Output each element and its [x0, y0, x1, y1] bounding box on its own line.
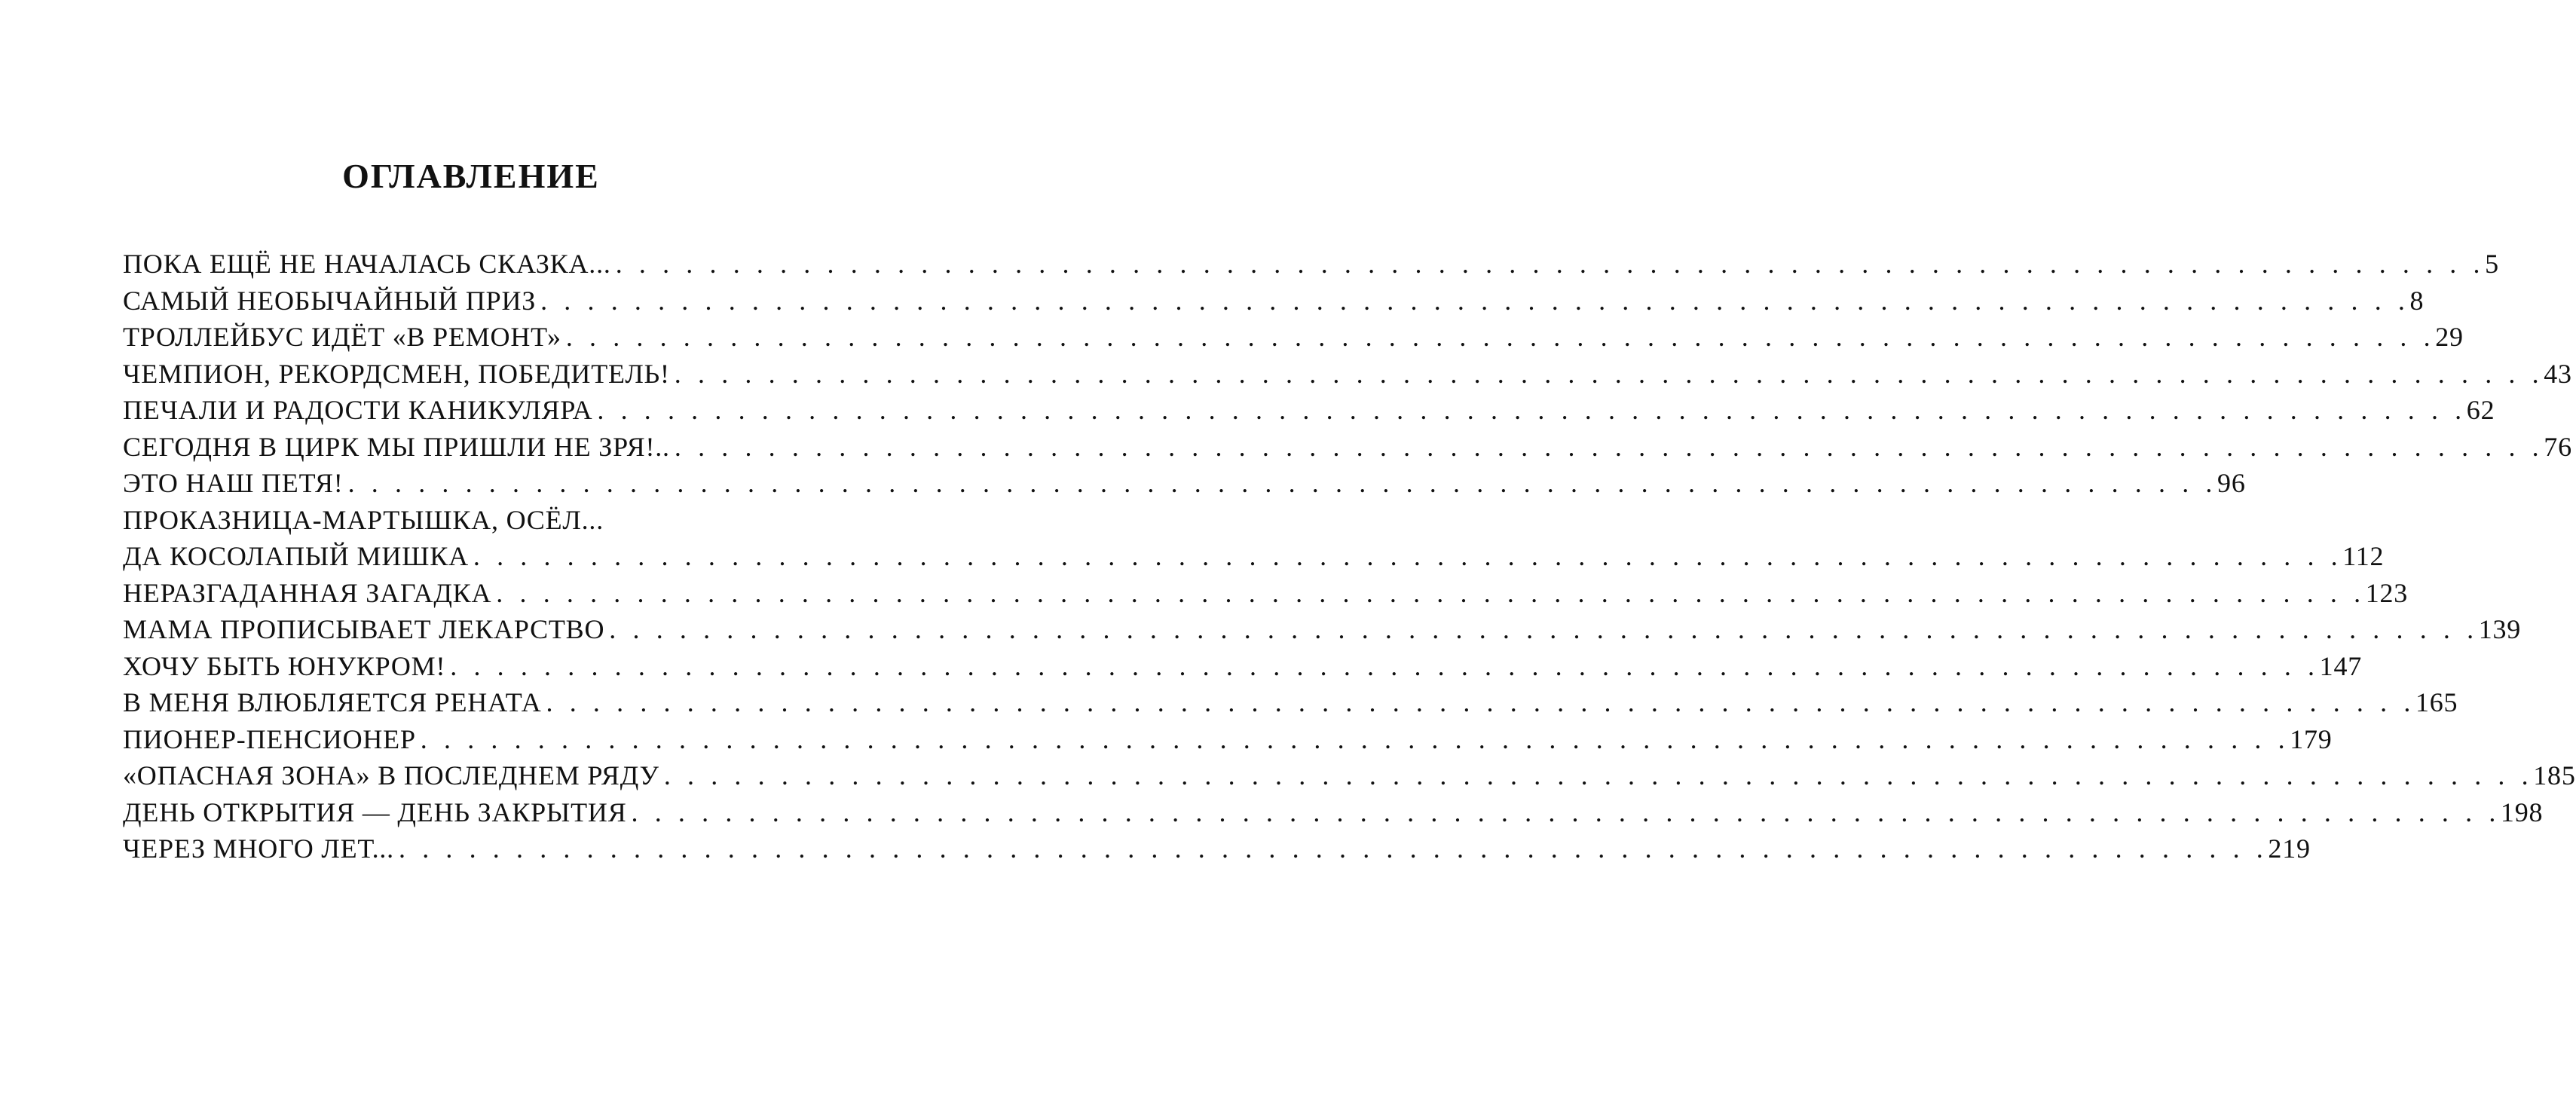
dot-leader: . . . . . . . . . . . . . . . . . . . . . . . . . . . . . . . . . . . . . . . . . . . . . . . . . . . . . . . . . . . . . . . . . . . . . . . . . . . . . . . . [496, 577, 2366, 608]
dot-leader: . . . . . . . . . . . . . . . . . . . . . . . . . . . . . . . . . . . . . . . . . . . . . . . . . . . . . . . . . . . . . . . . . . . . . . . . . . . . . . . . [631, 797, 2501, 827]
toc-entry-title: ТРОЛЛЕЙБУС ИДЁТ «В РЕМОНТ» [123, 322, 561, 352]
toc-page-number: 139 [2478, 614, 2522, 644]
toc-page-number: 76 [2544, 431, 2572, 462]
dot-leader: . . . . . . . . . . . . . . . . . . . . . . . . . . . . . . . . . . . . . . . . . . . . . . . . . . . . . . . . . . . . . . . . . . . . . . . . . . . . . . . . [674, 358, 2544, 389]
toc-entry-title: ПЕЧАЛИ И РАДОСТИ КАНИКУЛЯРА [123, 395, 593, 425]
page-title: ОГЛАВЛЕНИЕ [342, 157, 600, 195]
toc-page-number: 147 [2319, 650, 2363, 681]
dot-leader: . . . . . . . . . . . . . . . . . . . . . . . . . . . . . . . . . . . . . . . . . . . . . . . . . . . . . . . . . . . . . . . . . . . . . . . . . . . . . . . . [609, 614, 2479, 644]
dot-leader: . . . . . . . . . . . . . . . . . . . . . . . . . . . . . . . . . . . . . . . . . . . . . . . . . . . . . . . . . . . . . . . . . . . . . . . . . . . . . . . . [473, 541, 2343, 571]
toc-entry [123, 429, 2572, 466]
toc-page-number: 198 [2500, 797, 2544, 827]
dot-leader: . . . . . . . . . . . . . . . . . . . . . . . . . . . . . . . . . . . . . . . . . . . . . . . . . . . . . . . . . . . . . . . . . . . . . . . . . . . . . . . . [540, 285, 2410, 316]
toc-entry-title: ПОКА ЕЩЁ НЕ НАЧАЛАСЬ СКАЗКА... [123, 249, 611, 279]
toc-entry-title: ЧЕМПИОН, РЕКОРДСМЕН, ПОБЕДИТЕЛЬ! [123, 358, 670, 389]
toc-entry [123, 283, 2425, 320]
toc-entry-title: ХОЧУ БЫТЬ ЮНУКРОМ! [123, 650, 446, 681]
toc-entry [123, 721, 2333, 758]
toc-page-number: 8 [2409, 285, 2425, 316]
toc-page-number: 96 [2217, 468, 2246, 498]
toc-entry [123, 465, 2246, 502]
dot-leader: . . . . . . . . . . . . . . . . . . . . . . . . . . . . . . . . . . . . . . . . . . . . . . . . . . . . . . . . . . . . . . . . . . . . . . . . . . . . . . . . [663, 760, 2534, 790]
dot-leader: . . . . . . . . . . . . . . . . . . . . . . . . . . . . . . . . . . . . . . . . . . . . . . . . . . . . . . . . . . . . . . . . . . . . . . . . . . . . . . . . [546, 687, 2415, 717]
toc-entry [123, 502, 2385, 575]
toc-entry-title: САМЫЙ НЕОБЫЧАЙНЫЙ ПРИЗ [123, 285, 537, 316]
toc-entry [123, 757, 2576, 794]
toc-entry [123, 794, 2544, 831]
toc-entry-title: СЕГОДНЯ В ЦИРК МЫ ПРИШЛИ НЕ ЗРЯ!.. [123, 431, 670, 462]
dot-leader: . . . . . . . . . . . . . . . . . . . . . . . . . . . . . . . . . . . . . . . . . . . . . . . . . . . . . . . . . . . . . . . . . . . . . . . . . . . . . . . . [450, 650, 2320, 681]
toc-entry [123, 392, 2495, 429]
toc-entry-title: МАМА ПРОПИСЫВАЕТ ЛЕКАРСТВО [123, 614, 605, 644]
toc-entry-title: ЭТО НАШ ПЕТЯ! [123, 468, 344, 498]
toc-entry-title-line: ПРОКАЗНИЦА-МАРТЫШКА, ОСЁЛ... [123, 504, 604, 535]
dot-leader: . . . . . . . . . . . . . . . . . . . . . . . . . . . . . . . . . . . . . . . . . . . . . . . . . . . . . . . . . . . . . . . . . . . . . . . . . . . . . . . . [399, 833, 2269, 864]
toc-entry-title: ПИОНЕР-ПЕНСИОНЕР [123, 723, 416, 754]
toc-entry [123, 356, 2572, 393]
toc-page-number: 185 [2533, 760, 2576, 790]
toc-page-number: 123 [2365, 577, 2409, 608]
dot-leader: . . . . . . . . . . . . . . . . . . . . . . . . . . . . . . . . . . . . . . . . . . . . . . . . . . . . . . . . . . . . . . . . . . . . . . . . . . . . . . . . [347, 468, 2218, 498]
toc-page-number: 62 [2466, 395, 2495, 425]
dot-leader: . . . . . . . . . . . . . . . . . . . . . . . . . . . . . . . . . . . . . . . . . . . . . . . . . . . . . . . . . . . . . . . . . . . . . . . . . . . . . . . . [597, 395, 2467, 425]
toc-page-number: 5 [2485, 249, 2499, 279]
toc-entry [123, 611, 2522, 648]
toc-page-number: 165 [2415, 687, 2458, 717]
toc-entry-title: ДА КОСОЛАПЫЙ МИШКА [123, 541, 469, 571]
toc-page-number: 219 [2268, 833, 2311, 864]
toc-entry [123, 830, 2311, 867]
toc-page-number: 112 [2342, 541, 2385, 571]
toc-entry [123, 319, 2464, 356]
toc-entry [123, 684, 2458, 721]
toc-entry [123, 246, 2499, 283]
table-of-contents [123, 246, 2576, 867]
dot-leader: . . . . . . . . . . . . . . . . . . . . . . . . . . . . . . . . . . . . . . . . . . . . . . . . . . . . . . . . . . . . . . . . . . . . . . . . . . . . . . . . [565, 322, 2436, 352]
toc-page-number: 179 [2290, 723, 2333, 754]
toc-entry-title: ДЕНЬ ОТКРЫТИЯ — ДЕНЬ ЗАКРЫТИЯ [123, 797, 627, 827]
dot-leader: . . . . . . . . . . . . . . . . . . . . . . . . . . . . . . . . . . . . . . . . . . . . . . . . . . . . . . . . . . . . . . . . . . . . . . . . . . . . . . . . [674, 431, 2544, 462]
toc-page-number: 43 [2544, 358, 2572, 389]
toc-entry [123, 575, 2409, 612]
dot-leader: . . . . . . . . . . . . . . . . . . . . . . . . . . . . . . . . . . . . . . . . . . . . . . . . . . . . . . . . . . . . . . . . . . . . . . . . . . . . . . . . [615, 249, 2486, 279]
toc-entry-title: НЕРАЗГАДАННАЯ ЗАГАДКА [123, 577, 492, 608]
toc-entry [123, 648, 2363, 685]
toc-entry-title: В МЕНЯ ВЛЮБЛЯЕТСЯ РЕНАТА [123, 687, 542, 717]
toc-entry-title: «ОПАСНАЯ ЗОНА» В ПОСЛЕДНЕМ РЯДУ [123, 760, 659, 790]
dot-leader: . . . . . . . . . . . . . . . . . . . . . . . . . . . . . . . . . . . . . . . . . . . . . . . . . . . . . . . . . . . . . . . . . . . . . . . . . . . . . . . . [420, 723, 2290, 754]
toc-page-number: 29 [2435, 322, 2464, 352]
toc-entry-title: ЧЕРЕЗ МНОГО ЛЕТ... [123, 833, 394, 864]
